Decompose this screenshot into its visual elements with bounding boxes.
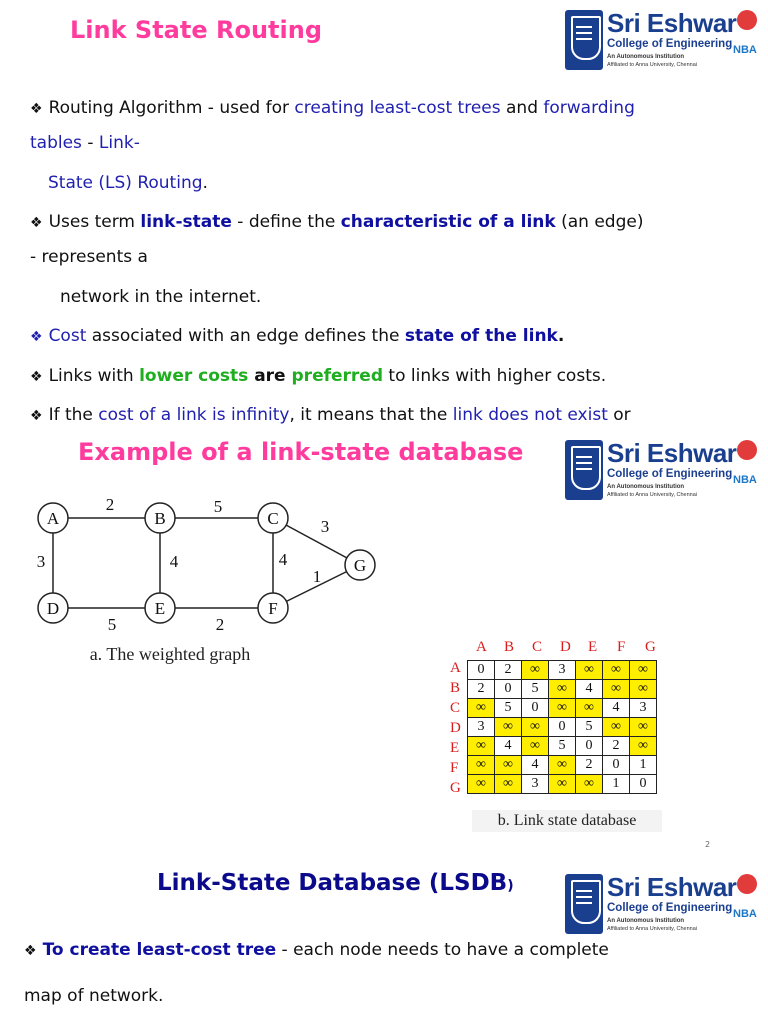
nba-badge: NBA [733,908,757,920]
graph-node-c: C [267,509,279,528]
table-caption: b. Link state database [472,810,662,832]
table-cell: ∞ [603,661,630,680]
slide1-title: Link State Routing [70,16,322,44]
table-cell: ∞ [468,699,495,718]
text: Routing Algorithm - used for [48,98,295,118]
table-cell: ∞ [576,775,603,794]
table-cell: ∞ [468,737,495,756]
text: , it means that the [289,405,453,425]
graph-caption: a. The weighted graph [89,644,251,664]
table-row [468,718,657,737]
s1-line-2 [30,132,140,154]
table-cell: 3 [468,718,495,737]
text-highlight: link does not exist [452,405,608,425]
col-label-f: F [617,639,626,655]
col-label-a: A [476,639,487,655]
table-cell: ∞ [549,756,576,775]
table-cell: 3 [549,661,576,680]
college-crest-icon [565,10,603,70]
logo-sub: College of Engineering [607,468,733,480]
slide3-title-close: ) [507,878,514,894]
edge-weight-ef: 2 [215,615,225,634]
text: or [607,405,631,425]
text-highlight: Link- [98,133,140,153]
row-label-f: F [450,760,459,776]
edge-weight-ab: 2 [105,495,115,514]
edge-weight-bc: 5 [213,497,223,516]
table-cell: ∞ [549,680,576,699]
college-logo [565,874,765,936]
text: (an edge) [555,212,644,232]
graph-node-d: D [46,599,60,618]
table-cell: 0 [630,775,657,794]
table-cell: 4 [576,680,603,699]
col-label-c: C [532,639,543,655]
logo-sub: College of Engineering [607,902,733,914]
table-cell: 4 [522,756,549,775]
college-crest-icon [565,440,603,500]
graph-node-g: G [353,556,367,575]
logo-name: Sri Eshwar [607,438,737,468]
slide2-title: Example of a link-state database [78,438,524,466]
table-cell: ∞ [468,775,495,794]
table-row [468,756,657,775]
college-logo [565,440,765,502]
row-label-c: C [450,700,461,716]
table-cell: 4 [603,699,630,718]
nba-badge: NBA [733,474,757,486]
s1-line-7 [30,325,564,348]
bullet-icon: ❖ [30,101,43,117]
page-number: 2 [705,840,711,849]
naac-badge-icon [737,440,757,460]
college-crest-icon [565,874,603,934]
col-label-b: B [504,639,515,655]
logo-line1: An Autonomous Institution [607,484,685,490]
text-highlight: To create least-cost tree [42,940,277,960]
table-row [468,775,657,794]
s3-line-2: map of network. [24,986,164,1006]
graph-node-b: B [154,509,166,528]
text: If the [48,405,99,425]
logo-name: Sri Eshwar [607,872,737,902]
table-cell: ∞ [576,661,603,680]
table-cell: 2 [576,756,603,775]
text-highlight: Cost [48,326,87,346]
text: . [202,173,208,193]
row-label-d: D [450,720,461,736]
table-cell: 5 [549,737,576,756]
graph-node-a: A [46,509,60,528]
text-highlight: creating least-cost trees [294,98,501,118]
table-cell: 3 [522,775,549,794]
table-row [468,699,657,718]
table-cell: ∞ [522,737,549,756]
table-cell: 0 [576,737,603,756]
logo-line2: Affiliated to Anna University, Chennai [607,492,697,498]
row-label-a: A [450,660,461,676]
s1-line-9 [30,404,631,427]
logo-name: Sri Eshwar [607,8,737,38]
edge-weight-ad: 3 [36,552,46,571]
text: associated with an edge defines the [86,326,405,346]
table-cell: ∞ [495,756,522,775]
s1-line-8 [30,365,606,388]
table-cell: 2 [468,680,495,699]
table-cell: ∞ [549,775,576,794]
row-label-e: E [450,740,460,756]
text-highlight: cost of a link is infinity [98,405,290,425]
edge-weight-fg: 1 [312,567,322,586]
table-cell: 1 [603,775,630,794]
s1-line-5: - represents a [30,247,148,267]
text: - define the [231,212,341,232]
table-cell: 5 [576,718,603,737]
graph-node-f: F [268,599,278,618]
text: Links with [48,366,140,386]
text-highlight: tables [30,133,82,153]
logo-sub: College of Engineering [607,38,733,50]
table-cell: 5 [495,699,522,718]
table-cell: ∞ [630,718,657,737]
edge-weight-de: 5 [107,615,117,634]
edge-weight-cg: 3 [320,517,330,536]
slide3-title-text: Link-State Database (LSDB [157,870,508,896]
col-label-e: E [588,639,598,655]
naac-badge-icon [737,874,757,894]
bullet-icon: ❖ [24,943,37,959]
table-cell: ∞ [468,756,495,775]
nba-badge: NBA [733,44,757,56]
naac-badge-icon [737,10,757,30]
s1-line-1 [30,97,635,120]
college-logo [565,10,765,72]
table-row [468,680,657,699]
s1-line-4 [30,211,643,234]
bullet-icon: ❖ [30,408,43,424]
text: - each node needs to have a complete [276,940,609,960]
s3-line-1 [24,939,609,962]
table-cell: ∞ [603,718,630,737]
row-label-b: B [450,680,461,696]
edge-weight-be: 4 [169,552,179,571]
text: are [248,366,292,386]
text-highlight: characteristic of a link [340,212,556,232]
table-cell: 5 [522,680,549,699]
table-cell: ∞ [549,699,576,718]
logo-line1: An Autonomous Institution [607,54,685,60]
logo-line2: Affiliated to Anna University, Chennai [607,62,697,68]
edge-weight-cf: 4 [278,550,288,569]
text-highlight: link-state [140,212,232,232]
table-cell: ∞ [522,661,549,680]
slide3-title [157,870,514,896]
table-row [468,661,657,680]
table-cell: ∞ [630,661,657,680]
bullet-icon: ❖ [30,369,43,385]
table-cell: ∞ [576,699,603,718]
table-cell: 0 [603,756,630,775]
table-cell: 4 [495,737,522,756]
table-cell: ∞ [630,680,657,699]
table-cell: ∞ [630,737,657,756]
table-cell: ∞ [603,680,630,699]
text: - [81,133,99,153]
table-cell: 0 [468,661,495,680]
text-highlight: forwarding [543,98,635,118]
text-highlight: preferred [291,366,383,386]
table-cell: 0 [495,680,522,699]
text-highlight: State (LS) Routing [48,173,203,193]
text-highlight: lower costs [139,366,249,386]
text: to links with higher costs. [383,366,607,386]
table-cell: ∞ [495,718,522,737]
table-row [468,737,657,756]
link-state-database-table [467,660,657,794]
table-cell: 2 [495,661,522,680]
text: Uses term [48,212,141,232]
col-label-d: D [560,639,571,655]
text: and [500,98,544,118]
s1-line-3 [48,172,208,194]
graph-node-e: E [154,599,166,618]
text: . [557,326,565,346]
logo-line2: Affiliated to Anna University, Chennai [607,926,697,932]
table-cell: 0 [549,718,576,737]
table-cell: 1 [630,756,657,775]
table-cell: ∞ [522,718,549,737]
s1-line-6: network in the internet. [60,287,262,307]
table-cell: ∞ [495,775,522,794]
row-label-g: G [450,780,461,796]
table-cell: 3 [630,699,657,718]
logo-line1: An Autonomous Institution [607,918,685,924]
col-label-g: G [645,639,656,655]
weighted-graph [20,490,390,680]
table-cell: 2 [603,737,630,756]
bullet-icon: ❖ [30,329,43,345]
text-highlight: state of the link [404,326,558,346]
table-cell: 0 [522,699,549,718]
bullet-icon: ❖ [30,215,43,231]
